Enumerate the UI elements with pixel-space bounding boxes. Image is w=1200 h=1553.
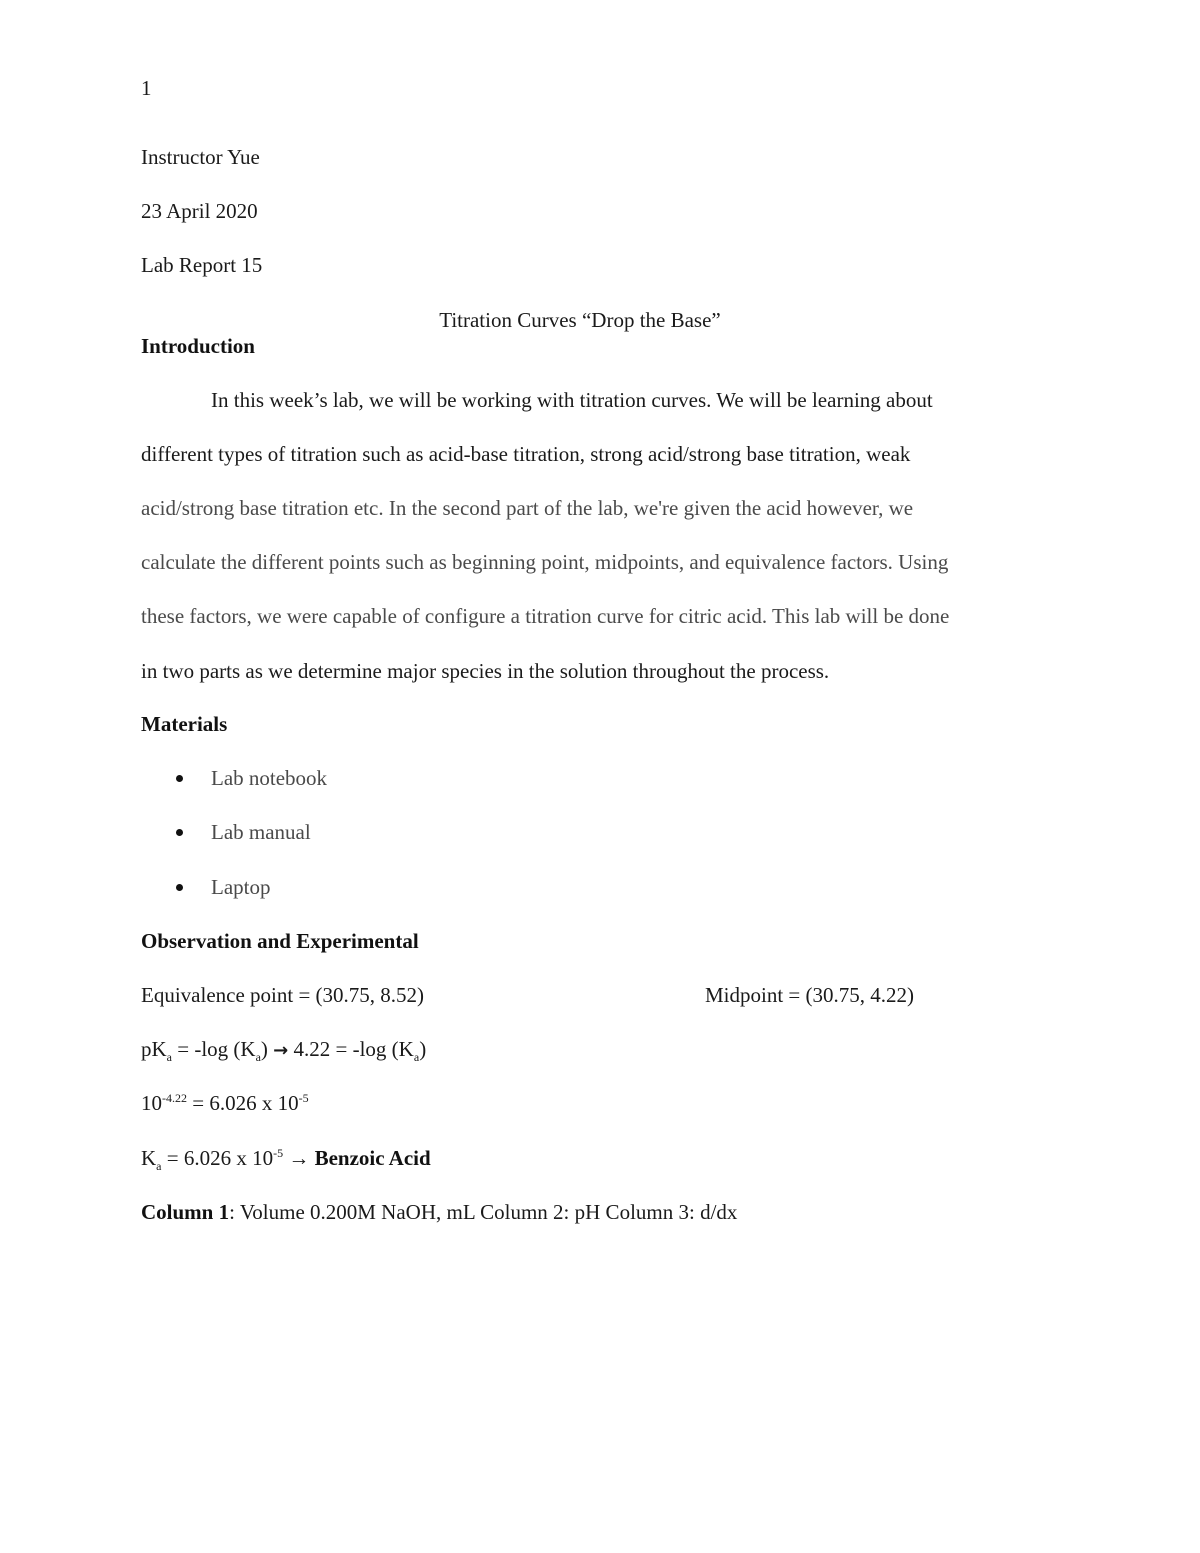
material-item: Lab manual [211, 820, 311, 844]
exponent-equation [141, 1093, 309, 1114]
right-arrow-icon: → [273, 1040, 289, 1061]
intro-line-6: in two parts as we determine major species in the solution throughout the process. [141, 659, 830, 683]
ka-subscript: a [413, 1050, 420, 1065]
exp-result: = 6.026 x 10 [187, 1091, 299, 1115]
report-number: Lab Report 15 [141, 253, 263, 277]
exp-power: -4.22 [162, 1091, 187, 1105]
ka-value: = 6.026 x 10 [161, 1146, 274, 1170]
pka-close: ) [260, 1037, 268, 1061]
column-label: Column 1 [141, 1200, 230, 1224]
column-text: : Volume 0.200M NaOH, mL Column 2: pH Column 3: d/dx [229, 1200, 738, 1224]
instructor-name: Instructor Yue [141, 145, 260, 169]
bullet-dot-icon [176, 829, 183, 836]
intro-line-3: acid/strong base titration etc. In the second part of the lab, we're given the acid however, we [141, 496, 914, 520]
pka-subscript: a [166, 1050, 172, 1065]
ka-equation [141, 1146, 431, 1174]
document-title: Titration Curves “Drop the Base” [439, 308, 721, 332]
materials-heading: Materials [141, 712, 228, 736]
bullet-dot-icon [176, 775, 183, 782]
pka-value: 4.22 = -log (K [288, 1037, 414, 1061]
observation-heading: Observation and Experimental [141, 929, 419, 953]
ka-arrow: → [283, 1146, 315, 1170]
column-description [141, 1202, 737, 1223]
bullet-dot-icon [176, 884, 183, 891]
intro-line-5: these factors, we were capable of configure a titration curve for citric acid. This lab will be done [141, 604, 950, 628]
pka-label: pK [141, 1037, 167, 1061]
exp-result-power: -5 [298, 1091, 309, 1105]
material-item: Laptop [211, 875, 271, 899]
pka-equation [141, 1037, 427, 1065]
equivalence-point: Equivalence point = (30.75, 8.52) [141, 983, 425, 1007]
pka-equals: = -log (K [172, 1037, 256, 1061]
material-item: Lab notebook [211, 766, 328, 790]
introduction-heading: Introduction [141, 334, 255, 358]
ka-power: -5 [273, 1146, 284, 1160]
ka-result: Benzoic Acid [314, 1146, 431, 1170]
intro-line-2: different types of titration such as acid-base titration, strong acid/strong base titration, weak [141, 442, 911, 466]
pka-value-close: ) [419, 1037, 427, 1061]
page-number: 1 [141, 76, 152, 100]
exp-base: 10 [141, 1091, 162, 1115]
ka-label: K [141, 1146, 157, 1170]
ka-subscript: a [255, 1050, 261, 1065]
intro-line-1: In this week’s lab, we will be working with titration curves. We will be learning about [211, 388, 933, 412]
midpoint: Midpoint = (30.75, 4.22) [705, 983, 915, 1007]
ka-subscript: a [156, 1159, 162, 1174]
report-date: 23 April 2020 [141, 199, 258, 223]
intro-line-4: calculate the different points such as beginning point, midpoints, and equivalence factors. Using [141, 550, 949, 574]
